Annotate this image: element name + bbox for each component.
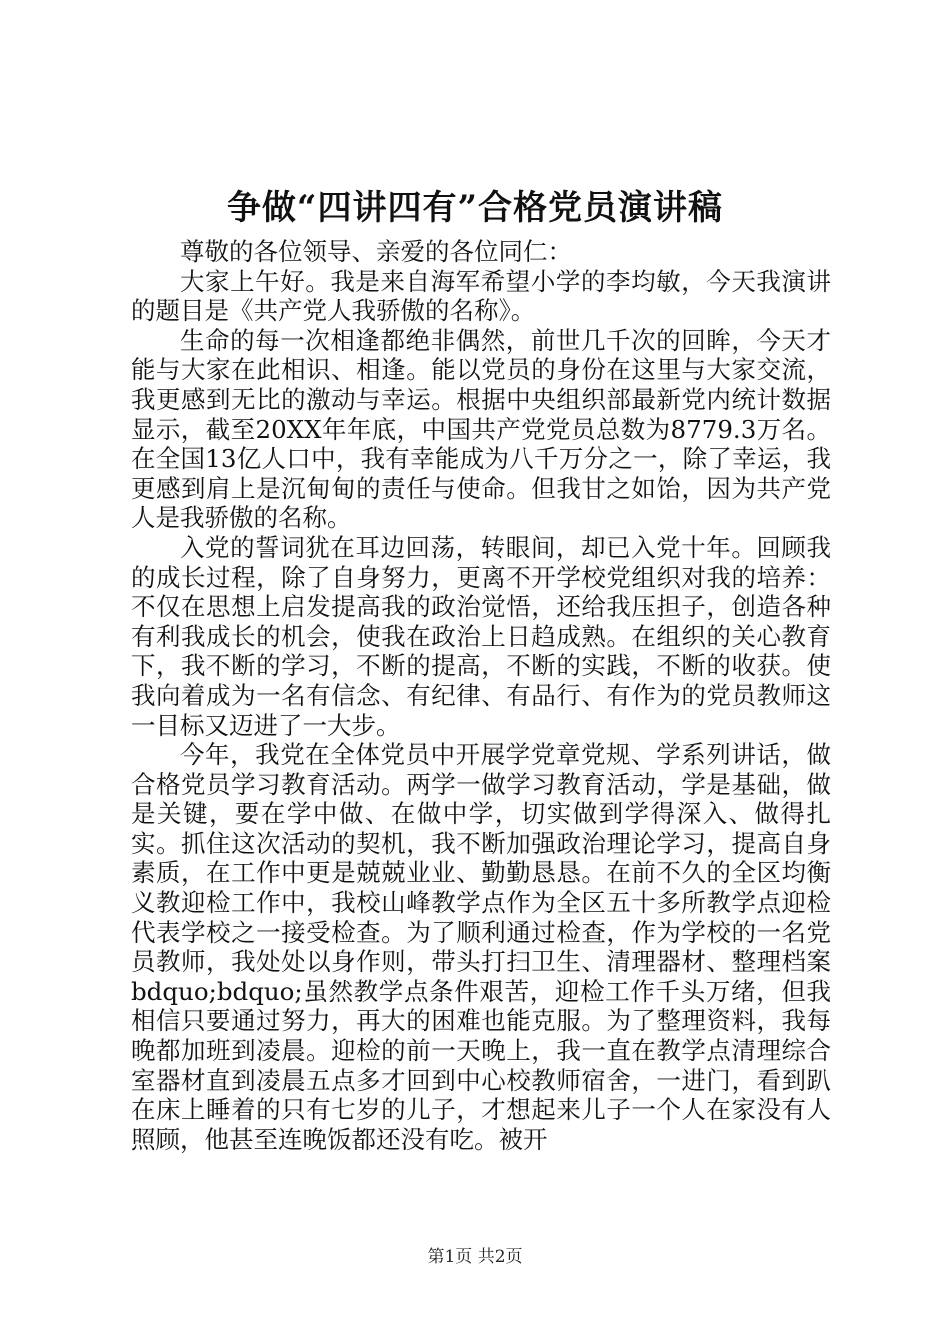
- document-title: 争做“四讲四有”合格党员演讲稿: [226, 188, 724, 228]
- document-body: [131, 237, 831, 1154]
- body-paragraph: 生命的每一次相逢都绝非偶然，前世几千次的回眸，今天才能与大家在此相识、相逢。能以党员的身份在这里与大家交流，我更感到无比的激动与幸运。根据中央组织部最新党内统计数据显示，截至20XX年年底，中国共产党党员总数为8779.3万名。在全国13亿人口中，我有幸能成为八千万分之一，除了幸运，我更感到肩上是沉甸甸的责任与使命。但我甘之如饴，因为共产党人是我骄傲的名称。: [131, 325, 831, 533]
- body-paragraph: 入党的誓词犹在耳边回荡，转眼间，却已入党十年。回顾我的成长过程，除了自身努力，更离不开学校党组织对我的培养：不仅在思想上启发提高我的政治觉悟，还给我压担子，创造各种有利我成长的机会，使我在政治上日趋成熟。在组织的关心教育下，我不断的学习，不断的提高，不断的实践，不断的收获。使我向着成为一名有信念、有纪律、有品行、有作为的党员教师这一目标又迈进了一大步。: [131, 532, 831, 740]
- body-paragraph: 大家上午好。我是来自海军希望小学的李均敏，今天我演讲的题目是《共产党人我骄傲的名称》。: [131, 266, 831, 326]
- salutation-paragraph: 尊敬的各位领导、亲爱的各位同仁：: [180, 237, 572, 266]
- body-paragraph: 今年，我党在全体党员中开展学党章党规、学系列讲话，做合格党员学习教育活动。两学一做学习教育活动，学是基础，做是关键，要在学中做、在做中学，切实做到学得深入、做得扎实。抓住这次活动的契机，我不断加强政治理论学习，提高自身素质，在工作中更是兢兢业业、勤勤恳恳。在前不久的全区均衡义教迎检工作中，我校山峰教学点作为全区五十多所教学点迎检代表学校之一接受检查。为了顺利通过检查，作为学校的一名党员教师，我处处以身作则，带头打扫卫生、清理器材、整理档案bdquo;bdquo;虽然教学点条件艰苦，迎检工作千头万绪，但我相信只要通过努力，再大的困难也能克服。为了整理资料，我每晚都加班到凌晨。迎检的前一天晚上，我一直在教学点清理综合室器材直到凌晨五点多才回到中心校教师宿舍，一进门，看到趴在床上睡着的只有七岁的儿子，才想起来儿子一个人在家没有人照顾，他甚至连晚饭都还没有吃。被开: [131, 740, 831, 1154]
- page-number-footer: 第1页 共2页: [427, 1247, 523, 1267]
